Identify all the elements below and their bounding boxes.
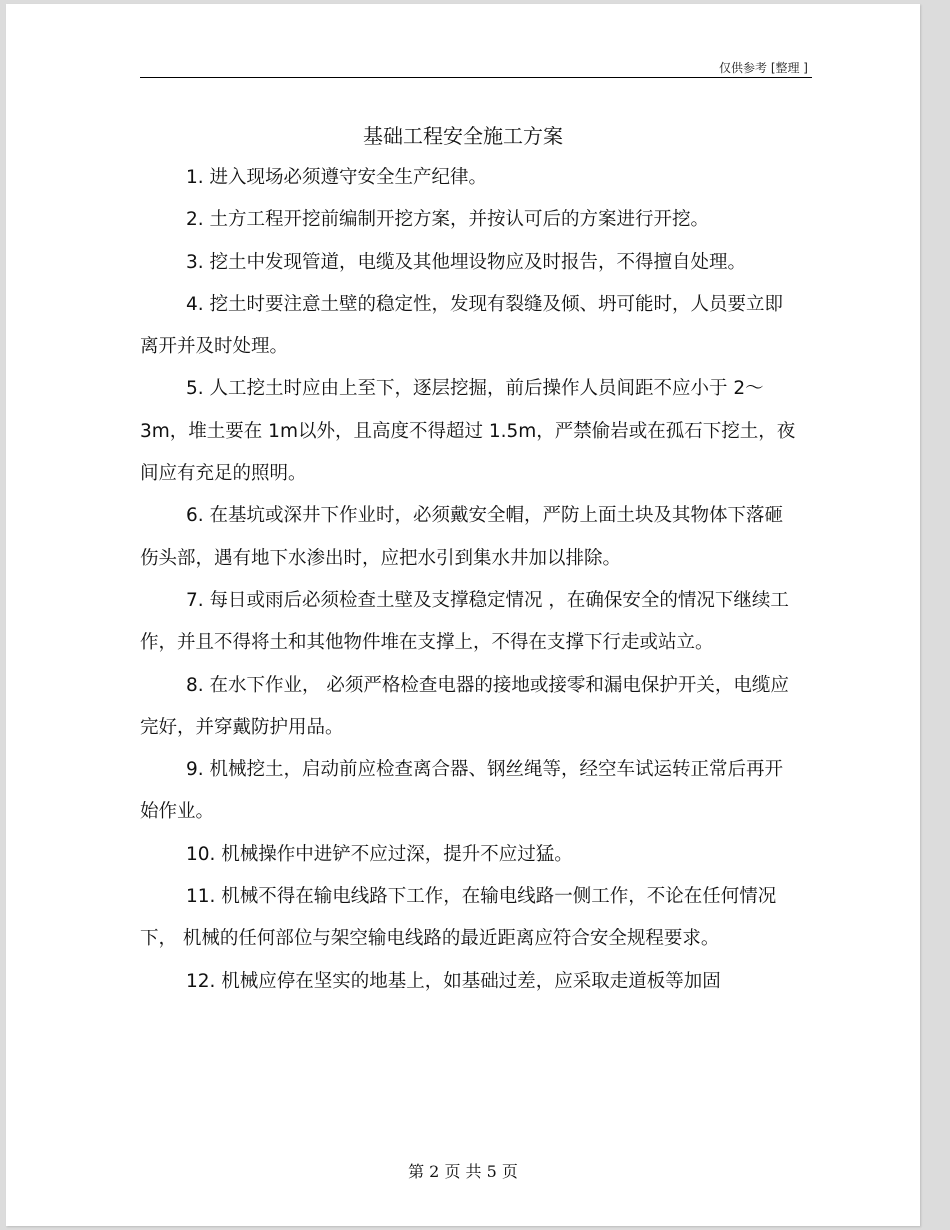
paragraph-2: 2. 土方工程开挖前编制开挖方案，并按认可后的方案进行开挖。 bbox=[186, 209, 710, 231]
page-number-footer: 第 2 页 共 5 页 bbox=[408, 1162, 518, 1181]
header-note: 仅供参考 [整理 ] bbox=[719, 61, 808, 75]
paragraph-4: 4. 挖土时要注意土壁的稳定性，发现有裂缝及倾、坍可能时，人员要立即离开并及时处理。 bbox=[140, 293, 784, 358]
paragraph-7: 7. 每日或雨后必须检查土壁及支撑稳定情况 ，在确保安全的情况下继续工作，并且不得将土和其他物件堆在支撑上，不得在支撑下行走或站立。 bbox=[140, 589, 789, 654]
paragraph-9: 9. 机械挖土，启动前应检查离合器、钢丝绳等，经空车试运转正常后再开始作业。 bbox=[140, 759, 784, 823]
header-divider bbox=[140, 77, 812, 78]
paragraph-3: 3. 挖土中发现管道，电缆及其他埋设物应及时报告，不得擅自处理。 bbox=[186, 251, 747, 273]
paragraph-10: 10. 机械操作中进铲不应过深，提升不应过猛。 bbox=[186, 843, 573, 865]
paragraph-12: 12. 机械应停在坚实的地基上，如基础过差，应采取走道板等加固 bbox=[186, 970, 721, 992]
document-body bbox=[140, 157, 800, 1003]
document-title: 基础工程安全施工方案 bbox=[363, 124, 563, 148]
paragraph-5: 5. 人工挖土时应由上至下，逐层挖掘，前后操作人员间距不应小于 2～3m，堆土要在 1m以外，且高度不得超过 1.5m，严禁偷岩或在孤石下挖土，夜间应有充足的照明。 bbox=[140, 378, 796, 485]
paragraph-1: 1. 进入现场必须遵守安全生产纪律。 bbox=[186, 167, 488, 188]
paragraph-11: 11. 机械不得在输电线路下工作，在输电线路一侧工作，不论在任何情况下， 机械的任何部位与架空输电线路的最近距离应符合安全规程要求。 bbox=[140, 886, 777, 950]
paragraph-8: 8. 在水下作业， 必须严格检查电器的接地或接零和漏电保护开关，电缆应完好，并穿戴防护用品。 bbox=[140, 674, 789, 738]
paragraph-6: 6. 在基坑或深井下作业时，必须戴安全帽，严防上面土块及其物体下落砸伤头部，遇有地下水渗出时，应把水引到集水井加以排除。 bbox=[140, 505, 784, 569]
document-page bbox=[6, 4, 920, 1226]
